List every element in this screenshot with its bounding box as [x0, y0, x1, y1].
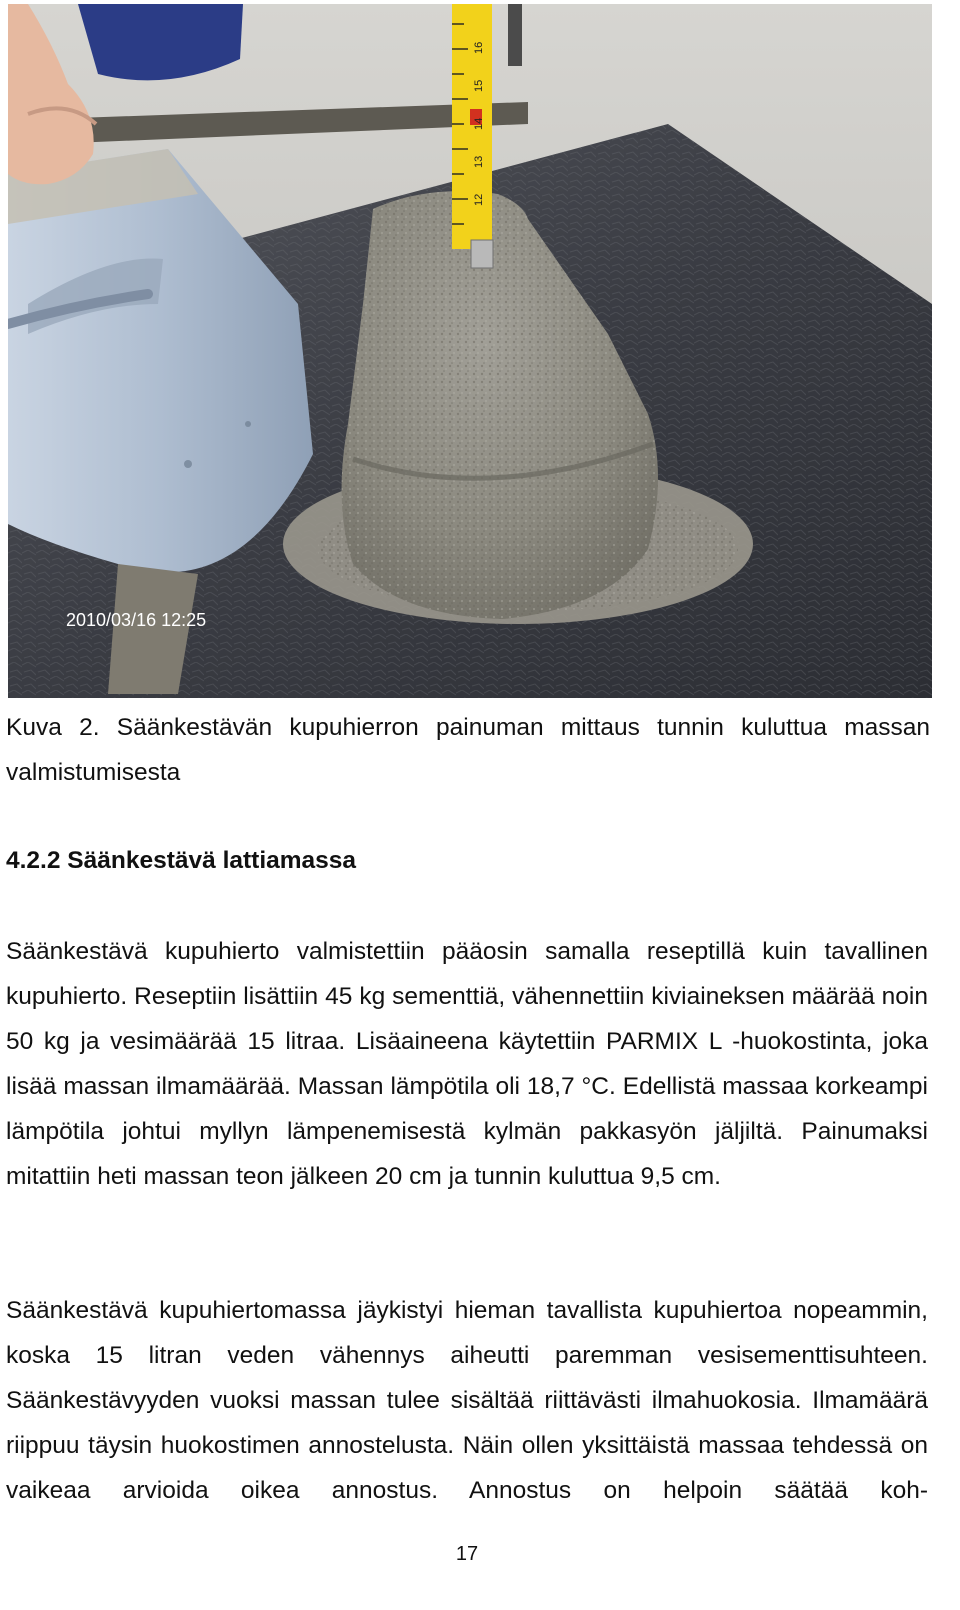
slump-test-photo [8, 4, 932, 698]
paragraph-2: Säänkestävä kupuhiertomassa jäykistyi hieman tavallista kupuhiertoa nopeammin, koska 15 litran veden vähennys aiheutti paremman vesisementtisuhteen. Säänkestävyyden vuoksi massan tulee sisältää riittävästi ilmahuokosia. Ilmamäärä riippuu täysin huokostimen annostelusta. Näin ollen yksittäistä massaa tehdessä on vaikeaa arvioida oikea annostus. Annostus on helpoin säätää koh- [6, 1297, 928, 1504]
ruler-tick-15: 15 [473, 79, 485, 92]
photo-timestamp: 2010/03/16 12:25 [66, 610, 207, 630]
ruler-tick-12: 12 [473, 193, 485, 206]
ruler-tick-16: 16 [473, 41, 485, 54]
section-heading: 4.2.2 Säänkestävä lattiamassa [6, 847, 357, 874]
ruler-tick-13: 13 [473, 155, 485, 168]
paragraph-1: Säänkestävä kupuhierto valmistettiin pääosin samalla reseptillä kuin tavallinen kupuhierto. Reseptiin lisättiin 45 kg sementtiä, vähennettiin kiviaineksen määrää noin 50 kg ja vesimäärää 15 litraa. Lisäaineena käytettiin PARMIX L -huokostinta, joka lisää massan ilmamäärää. Massan lämpötila oli 18,7 °C. Edellistä massaa korkeampi lämpötila johtui myllyn lämpenemisestä kylmän pakkasyön jäljiltä. Painumaksi mitattiin heti massan teon jälkeen 20 cm ja tunnin kuluttua 9,5 cm. [6, 938, 928, 1190]
ruler-tick-14: 14 [473, 117, 485, 130]
page-number: 17 [455, 1543, 479, 1565]
figure-caption: Kuva 2. Säänkestävän kupuhierron painuman mittaus tunnin kuluttua massan valmistumisesta [6, 714, 930, 786]
